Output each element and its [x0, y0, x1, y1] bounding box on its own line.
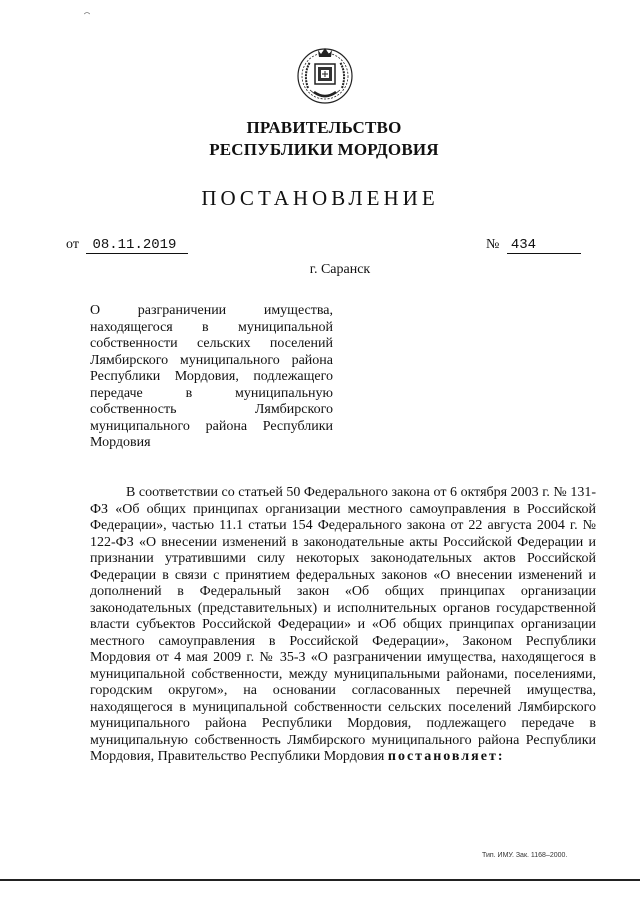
document-body	[90, 485, 596, 766]
document-number: 434	[507, 237, 581, 254]
number-prefix: №	[486, 237, 500, 252]
number-line	[486, 237, 581, 254]
date-prefix: от	[66, 237, 79, 252]
document-date: 08.11.2019	[86, 237, 188, 254]
coat-of-arms-icon	[294, 44, 356, 106]
scan-artifact	[84, 12, 90, 15]
government-name-line2: РЕСПУБЛИКИ МОРДОВИЯ	[209, 140, 439, 159]
document-subject: О разграничении имущества, находящегося в муниципальной собственности сельских поселений Лямбирского муниципального района Республики Мордовия, подлежащего передаче в муниципальную собственность Лямбирского муниципального района Республики Мордовия	[90, 303, 333, 450]
city-name: г. Саранск	[309, 262, 371, 277]
document-type-title: ПОСТАНОВЛЕНИЕ	[201, 186, 439, 210]
print-info: Тип. ИМУ. Зак. 1168–2000.	[482, 852, 568, 859]
date-line	[66, 237, 188, 254]
body-paragraph: В соответствии со статьей 50 Федерального закона от 6 октября 2003 г. № 131-ФЗ «Об общих принципах организации местного самоуправления в Российской Федерации», частью 11.1 статьи 154 Федерального закона от 22 августа 2004 г. № 122-ФЗ «О внесении изменений в законодательные акты Российской Федерации и признании утратившими силу некоторых законодательных актов Российской Федерации в связи с принятием федеральных законов «О внесении изменений и дополнений в Федеральный закон «Об общих принципах организации законодательных (представительных) и исполнительных органов государственной власти субъектов Российской Федерации» и «Об общих принципах организации местного самоуправления в Российской Федерации», Законом Республики Мордовия от 4 мая 2009 г. № 35-З «О разграничении имущества, находящегося в муниципальной собственности, между муниципальными районами, поселениями, городским округом», на основании согласованных перечней имущества, находящегося в муниципальной собственности сельских поселений Лямбирского муниципального района Республики Мордовия, подлежащего передаче в муниципальную собственность Лямбирского муниципального района Республики Мордовия, Правительство Республики Мордовия	[90, 485, 596, 764]
resolves-word: постановляет:	[387, 749, 505, 764]
bottom-divider	[0, 879, 640, 881]
government-name-line1: ПРАВИТЕЛЬСТВО	[246, 118, 402, 137]
